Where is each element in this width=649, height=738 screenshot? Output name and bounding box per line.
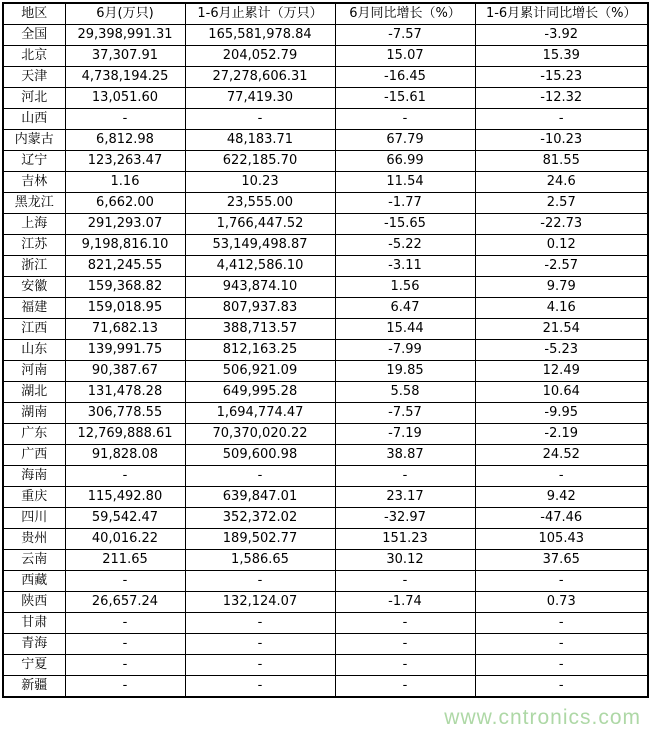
region-cell: 山东 [3, 340, 65, 361]
region-cell: 内蒙古 [3, 130, 65, 151]
value-cell: 115,492.80 [65, 487, 185, 508]
value-cell: 943,874.10 [185, 277, 335, 298]
table-row [3, 508, 648, 529]
value-cell: 509,600.98 [185, 445, 335, 466]
table-row [3, 487, 648, 508]
region-cell: 天津 [3, 67, 65, 88]
table-row [3, 88, 648, 109]
value-cell: 189,502.77 [185, 529, 335, 550]
region-cell: 陕西 [3, 592, 65, 613]
value-cell: 807,937.83 [185, 298, 335, 319]
value-cell: - [185, 634, 335, 655]
table-row [3, 235, 648, 256]
table-row [3, 592, 648, 613]
table-row [3, 151, 648, 172]
region-cell: 上海 [3, 214, 65, 235]
value-cell: - [185, 466, 335, 487]
header-cell: 地区 [3, 3, 65, 25]
region-cell: 吉林 [3, 172, 65, 193]
region-cell: 云南 [3, 550, 65, 571]
region-cell: 江苏 [3, 235, 65, 256]
value-cell: - [335, 466, 475, 487]
value-cell: 6,812.98 [65, 130, 185, 151]
value-cell: -7.57 [335, 25, 475, 46]
value-cell: 0.73 [475, 592, 648, 613]
header-row [3, 3, 648, 25]
table-row [3, 634, 648, 655]
value-cell: 15.44 [335, 319, 475, 340]
value-cell: 131,478.28 [65, 382, 185, 403]
region-cell: 广西 [3, 445, 65, 466]
value-cell: 132,124.07 [185, 592, 335, 613]
region-cell: 贵州 [3, 529, 65, 550]
value-cell: 13,051.60 [65, 88, 185, 109]
value-cell: 71,682.13 [65, 319, 185, 340]
region-cell: 河北 [3, 88, 65, 109]
region-cell: 西藏 [3, 571, 65, 592]
value-cell: 12.49 [475, 361, 648, 382]
value-cell: 649,995.28 [185, 382, 335, 403]
watermark: www.cntronics.com [444, 706, 641, 729]
value-cell: 9,198,816.10 [65, 235, 185, 256]
region-cell: 海南 [3, 466, 65, 487]
value-cell: 211.65 [65, 550, 185, 571]
value-cell: 151.23 [335, 529, 475, 550]
header-cell: 1-6月止累计（万只） [185, 3, 335, 25]
value-cell: 622,185.70 [185, 151, 335, 172]
value-cell: 123,263.47 [65, 151, 185, 172]
region-cell: 湖北 [3, 382, 65, 403]
table-row [3, 403, 648, 424]
value-cell: 66.99 [335, 151, 475, 172]
region-cell: 重庆 [3, 487, 65, 508]
value-cell: 53,149,498.87 [185, 235, 335, 256]
table-row [3, 130, 648, 151]
value-cell: 1.16 [65, 172, 185, 193]
table-row [3, 466, 648, 487]
value-cell: 19.85 [335, 361, 475, 382]
value-cell: - [65, 613, 185, 634]
value-cell: - [65, 571, 185, 592]
value-cell: 821,245.55 [65, 256, 185, 277]
value-cell: 10.23 [185, 172, 335, 193]
value-cell: 306,778.55 [65, 403, 185, 424]
region-cell: 黑龙江 [3, 193, 65, 214]
value-cell: 15.39 [475, 46, 648, 67]
value-cell: 21.54 [475, 319, 648, 340]
table-row [3, 340, 648, 361]
value-cell: 204,052.79 [185, 46, 335, 67]
region-cell: 河南 [3, 361, 65, 382]
value-cell: 29,398,991.31 [65, 25, 185, 46]
table-row [3, 172, 648, 193]
value-cell: -16.45 [335, 67, 475, 88]
header-cell: 6月同比增长（%） [335, 3, 475, 25]
value-cell: 91,828.08 [65, 445, 185, 466]
table-body [3, 25, 648, 698]
table-row [3, 361, 648, 382]
value-cell: 506,921.09 [185, 361, 335, 382]
table-row [3, 214, 648, 235]
value-cell: -1.74 [335, 592, 475, 613]
value-cell: 4,412,586.10 [185, 256, 335, 277]
value-cell: - [65, 655, 185, 676]
value-cell: -5.22 [335, 235, 475, 256]
value-cell: 40,016.22 [65, 529, 185, 550]
value-cell: - [185, 676, 335, 698]
region-cell: 福建 [3, 298, 65, 319]
region-cell: 宁夏 [3, 655, 65, 676]
value-cell: 1.56 [335, 277, 475, 298]
value-cell: - [185, 109, 335, 130]
value-cell: - [185, 571, 335, 592]
value-cell: -7.57 [335, 403, 475, 424]
value-cell: 165,581,978.84 [185, 25, 335, 46]
value-cell: 48,183.71 [185, 130, 335, 151]
value-cell: 70,370,020.22 [185, 424, 335, 445]
region-cell: 青海 [3, 634, 65, 655]
value-cell: 6.47 [335, 298, 475, 319]
value-cell: - [475, 109, 648, 130]
table-row [3, 193, 648, 214]
table-row [3, 109, 648, 130]
value-cell: 388,713.57 [185, 319, 335, 340]
value-cell: 37,307.91 [65, 46, 185, 67]
value-cell: 26,657.24 [65, 592, 185, 613]
header-cell: 6月(万只) [65, 3, 185, 25]
table-row [3, 256, 648, 277]
value-cell: -15.61 [335, 88, 475, 109]
value-cell: 30.12 [335, 550, 475, 571]
region-cell: 浙江 [3, 256, 65, 277]
region-cell: 安徽 [3, 277, 65, 298]
value-cell: 812,163.25 [185, 340, 335, 361]
value-cell: 37.65 [475, 550, 648, 571]
table-row [3, 529, 648, 550]
value-cell: 38.87 [335, 445, 475, 466]
region-cell: 甘肃 [3, 613, 65, 634]
region-cell: 四川 [3, 508, 65, 529]
value-cell: - [335, 655, 475, 676]
table-row [3, 424, 648, 445]
value-cell: 4.16 [475, 298, 648, 319]
region-cell: 山西 [3, 109, 65, 130]
value-cell: 81.55 [475, 151, 648, 172]
value-cell: 23,555.00 [185, 193, 335, 214]
value-cell: -15.65 [335, 214, 475, 235]
value-cell: - [475, 466, 648, 487]
value-cell: 352,372.02 [185, 508, 335, 529]
value-cell: 2.57 [475, 193, 648, 214]
value-cell: - [335, 634, 475, 655]
table-row [3, 67, 648, 88]
region-cell: 全国 [3, 25, 65, 46]
value-cell: 105.43 [475, 529, 648, 550]
value-cell: -5.23 [475, 340, 648, 361]
value-cell: 5.58 [335, 382, 475, 403]
value-cell: 24.52 [475, 445, 648, 466]
region-cell: 湖南 [3, 403, 65, 424]
value-cell: - [335, 613, 475, 634]
value-cell: 0.12 [475, 235, 648, 256]
value-cell: 12,769,888.61 [65, 424, 185, 445]
value-cell: 67.79 [335, 130, 475, 151]
value-cell: -10.23 [475, 130, 648, 151]
value-cell: 11.54 [335, 172, 475, 193]
value-cell: -22.73 [475, 214, 648, 235]
value-cell: -7.19 [335, 424, 475, 445]
value-cell: 27,278,606.31 [185, 67, 335, 88]
value-cell: 4,738,194.25 [65, 67, 185, 88]
table-row [3, 571, 648, 592]
value-cell: 1,694,774.47 [185, 403, 335, 424]
value-cell: - [185, 613, 335, 634]
value-cell: 15.07 [335, 46, 475, 67]
region-cell: 江西 [3, 319, 65, 340]
table-row [3, 445, 648, 466]
value-cell: 6,662.00 [65, 193, 185, 214]
value-cell: 59,542.47 [65, 508, 185, 529]
table-row [3, 277, 648, 298]
value-cell: 139,991.75 [65, 340, 185, 361]
value-cell: 23.17 [335, 487, 475, 508]
region-cell: 广东 [3, 424, 65, 445]
value-cell: 77,419.30 [185, 88, 335, 109]
value-cell: - [65, 466, 185, 487]
value-cell: 9.42 [475, 487, 648, 508]
value-cell: -15.23 [475, 67, 648, 88]
region-cell: 辽宁 [3, 151, 65, 172]
value-cell: 90,387.67 [65, 361, 185, 382]
value-cell: -2.57 [475, 256, 648, 277]
value-cell: - [475, 655, 648, 676]
table-row [3, 25, 648, 46]
value-cell: 24.6 [475, 172, 648, 193]
value-cell: - [475, 571, 648, 592]
value-cell: 9.79 [475, 277, 648, 298]
value-cell: -3.92 [475, 25, 648, 46]
table-row [3, 298, 648, 319]
value-cell: -3.11 [335, 256, 475, 277]
value-cell: - [335, 109, 475, 130]
value-cell: - [335, 676, 475, 698]
value-cell: -1.77 [335, 193, 475, 214]
value-cell: 1,766,447.52 [185, 214, 335, 235]
value-cell: - [475, 676, 648, 698]
value-cell: -9.95 [475, 403, 648, 424]
value-cell: -47.46 [475, 508, 648, 529]
value-cell: - [475, 613, 648, 634]
value-cell: -2.19 [475, 424, 648, 445]
table-row [3, 382, 648, 403]
table-row [3, 613, 648, 634]
table-row [3, 319, 648, 340]
region-cell: 北京 [3, 46, 65, 67]
value-cell: - [65, 634, 185, 655]
value-cell: - [65, 109, 185, 130]
value-cell: - [185, 655, 335, 676]
value-cell: - [335, 571, 475, 592]
value-cell: - [65, 676, 185, 698]
region-stats-table [2, 2, 649, 698]
value-cell: - [475, 634, 648, 655]
region-cell: 新疆 [3, 676, 65, 698]
value-cell: 159,018.95 [65, 298, 185, 319]
table-row [3, 550, 648, 571]
value-cell: 159,368.82 [65, 277, 185, 298]
value-cell: 10.64 [475, 382, 648, 403]
value-cell: -12.32 [475, 88, 648, 109]
value-cell: -32.97 [335, 508, 475, 529]
value-cell: 639,847.01 [185, 487, 335, 508]
value-cell: -7.99 [335, 340, 475, 361]
table-row [3, 676, 648, 698]
value-cell: 1,586.65 [185, 550, 335, 571]
table-row [3, 46, 648, 67]
table-row [3, 655, 648, 676]
value-cell: 291,293.07 [65, 214, 185, 235]
header-cell: 1-6月累计同比增长（%） [475, 3, 648, 25]
